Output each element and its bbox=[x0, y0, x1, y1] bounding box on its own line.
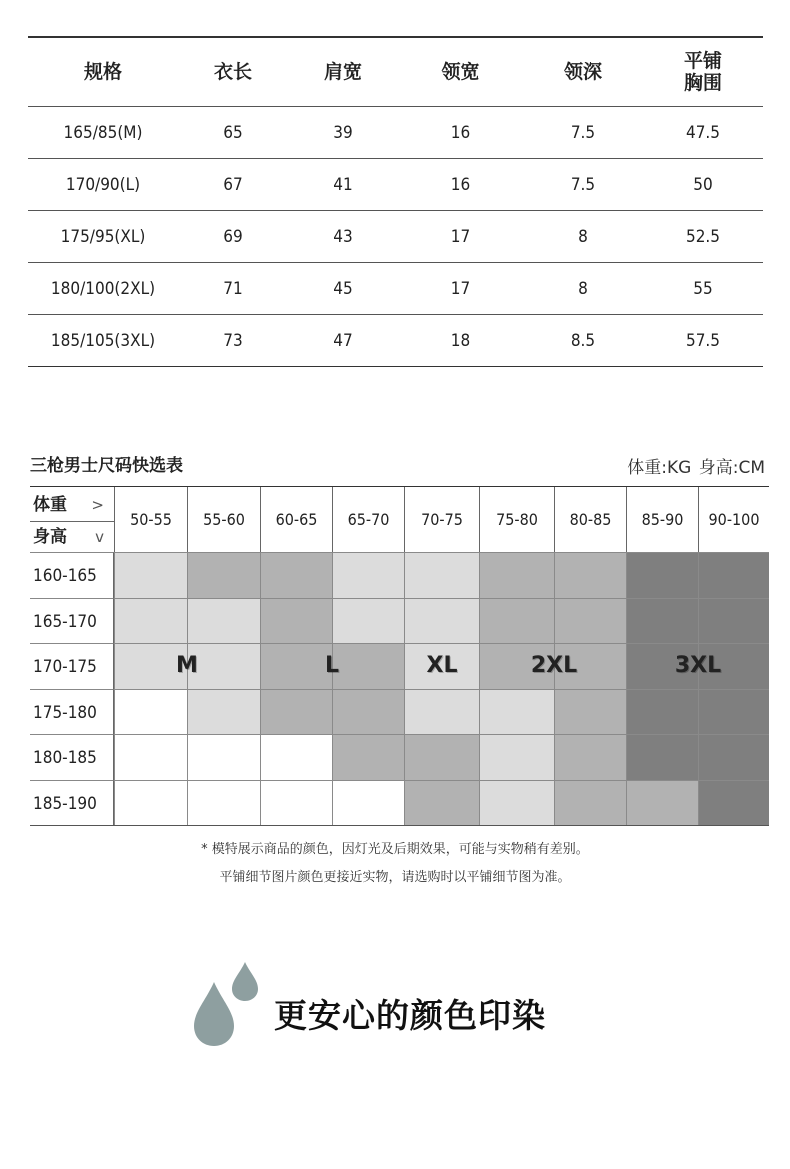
weight-column-header: 90-100 bbox=[698, 487, 769, 552]
size-table-cell: 65 bbox=[178, 107, 288, 159]
size-grid-cell bbox=[479, 780, 554, 826]
height-row-header: 165-170 bbox=[30, 598, 114, 644]
corner-weight-label: 体重 bbox=[33, 495, 67, 515]
header-shoulder: 肩宽 bbox=[288, 37, 398, 107]
corner-height-symbol: v bbox=[95, 528, 104, 546]
size-table-row bbox=[28, 159, 763, 211]
size-table-cell: 55 bbox=[643, 263, 763, 315]
height-row-header: 160-165 bbox=[30, 552, 114, 598]
size-grid-cell bbox=[554, 689, 626, 735]
size-grid-cell bbox=[260, 734, 332, 780]
water-drops-icon bbox=[190, 960, 266, 1050]
size-table-cell: 180/100(2XL) bbox=[28, 263, 178, 315]
size-table-cell: 17 bbox=[398, 263, 523, 315]
weight-column-header: 80-85 bbox=[554, 487, 626, 552]
weight-column-header: 50-55 bbox=[114, 487, 187, 552]
size-table-cell: 71 bbox=[178, 263, 288, 315]
disclaimer-note-1: * 模特展示商品的颜色，因灯光及后期效果，可能与实物稍有差别。 bbox=[201, 842, 589, 857]
header-chest bbox=[643, 37, 763, 107]
size-table-cell: 185/105(3XL) bbox=[28, 315, 178, 367]
size-grid-cell bbox=[479, 598, 554, 644]
header-neck-width: 领宽 bbox=[398, 37, 523, 107]
size-table-cell: 18 bbox=[398, 315, 523, 367]
header-length: 衣长 bbox=[178, 37, 288, 107]
size-grid-cell bbox=[626, 552, 698, 598]
size-grid-cell bbox=[554, 780, 626, 826]
size-grid-cell bbox=[187, 780, 260, 826]
size-grid-cell bbox=[114, 689, 187, 735]
size-table-cell: 39 bbox=[288, 107, 398, 159]
small-drop-icon bbox=[232, 962, 258, 1001]
size-table-header-row bbox=[28, 37, 763, 107]
size-table-cell: 41 bbox=[288, 159, 398, 211]
header-chest-line1: 平铺 bbox=[683, 50, 722, 72]
corner-weight-symbol: > bbox=[91, 496, 104, 514]
size-grid-cell bbox=[187, 734, 260, 780]
size-grid-cell bbox=[404, 598, 479, 644]
size-table-cell: 67 bbox=[178, 159, 288, 211]
size-grid-cell bbox=[698, 598, 769, 644]
height-row-header: 175-180 bbox=[30, 689, 114, 735]
size-zone-label: XL bbox=[426, 653, 458, 678]
size-grid-cell bbox=[332, 643, 404, 689]
size-grid-cell bbox=[404, 689, 479, 735]
weight-column-header: 85-90 bbox=[626, 487, 698, 552]
size-table-row bbox=[28, 315, 763, 367]
size-grid-cell bbox=[554, 552, 626, 598]
size-grid-cell bbox=[626, 780, 698, 826]
height-unit: 身高:CM bbox=[698, 458, 765, 478]
size-table-cell: 7.5 bbox=[523, 107, 643, 159]
size-table-cell: 47 bbox=[288, 315, 398, 367]
size-table-cell: 16 bbox=[398, 159, 523, 211]
size-grid-cell bbox=[114, 734, 187, 780]
header-chest-line2: 胸围 bbox=[683, 72, 722, 94]
size-grid-cell bbox=[187, 689, 260, 735]
size-grid-cell bbox=[332, 734, 404, 780]
size-grid-cell bbox=[404, 780, 479, 826]
weight-column-header: 70-75 bbox=[404, 487, 479, 552]
quick-chart-title: 三枪男士尺码快选表 bbox=[30, 456, 183, 476]
weight-unit: 体重:KG bbox=[627, 458, 692, 478]
weight-column-header: 75-80 bbox=[479, 487, 554, 552]
size-grid-cell bbox=[698, 552, 769, 598]
size-table-cell: 17 bbox=[398, 211, 523, 263]
size-grid-cell bbox=[554, 598, 626, 644]
size-grid-cell bbox=[554, 734, 626, 780]
size-table-row bbox=[28, 263, 763, 315]
size-table-cell: 170/90(L) bbox=[28, 159, 178, 211]
size-grid-cell bbox=[260, 780, 332, 826]
size-table-cell: 175/95(XL) bbox=[28, 211, 178, 263]
size-grid-cell bbox=[404, 734, 479, 780]
size-table-cell: 57.5 bbox=[643, 315, 763, 367]
weight-column-header: 55-60 bbox=[187, 487, 260, 552]
size-table-cell: 69 bbox=[178, 211, 288, 263]
size-spec-table bbox=[28, 36, 763, 367]
disclaimer-note-2: 平铺细节图片颜色更接近实物，请选购时以平铺细节图为准。 bbox=[219, 870, 571, 885]
height-row-header: 170-175 bbox=[30, 643, 114, 689]
size-grid-cell bbox=[187, 552, 260, 598]
size-table-cell: 8 bbox=[523, 263, 643, 315]
size-grid-cell bbox=[332, 780, 404, 826]
size-grid-cell bbox=[332, 689, 404, 735]
quick-chart-units bbox=[625, 453, 765, 478]
feature-heading: 更安心的颜色印染 bbox=[274, 996, 546, 1035]
weight-column-header: 60-65 bbox=[260, 487, 332, 552]
size-grid-cell bbox=[260, 689, 332, 735]
corner-weight bbox=[30, 489, 114, 522]
large-drop-icon bbox=[194, 982, 234, 1046]
size-grid-cell bbox=[626, 734, 698, 780]
size-grid-cell bbox=[332, 552, 404, 598]
size-grid-cell bbox=[260, 643, 332, 689]
size-table-cell: 43 bbox=[288, 211, 398, 263]
size-grid-cell bbox=[260, 552, 332, 598]
size-zone-label: L bbox=[324, 653, 340, 678]
corner-height-label: 身高 bbox=[33, 527, 67, 547]
size-zone-label: M bbox=[176, 653, 198, 678]
size-grid-cell bbox=[479, 734, 554, 780]
size-table-cell: 50 bbox=[643, 159, 763, 211]
size-grid-cell bbox=[114, 552, 187, 598]
grid-corner-header bbox=[30, 487, 115, 552]
size-grid-cell bbox=[479, 689, 554, 735]
size-table-row bbox=[28, 107, 763, 159]
size-table-cell: 47.5 bbox=[643, 107, 763, 159]
size-table-cell: 7.5 bbox=[523, 159, 643, 211]
size-grid-cell bbox=[698, 734, 769, 780]
size-table-row bbox=[28, 211, 763, 263]
size-grid-cell bbox=[114, 780, 187, 826]
size-zone-label: 2XL bbox=[530, 653, 578, 678]
size-quick-grid bbox=[30, 486, 769, 826]
header-neck-depth: 领深 bbox=[523, 37, 643, 107]
weight-column-header: 65-70 bbox=[332, 487, 404, 552]
size-zone-label: 3XL bbox=[674, 653, 722, 678]
size-grid-cell bbox=[404, 552, 479, 598]
size-grid-cell bbox=[698, 780, 769, 826]
size-table-cell: 52.5 bbox=[643, 211, 763, 263]
size-table-cell: 8.5 bbox=[523, 315, 643, 367]
size-grid-cell bbox=[626, 598, 698, 644]
corner-height bbox=[30, 521, 114, 553]
size-table-cell: 165/85(M) bbox=[28, 107, 178, 159]
size-grid-cell bbox=[332, 598, 404, 644]
size-table-cell: 45 bbox=[288, 263, 398, 315]
size-table-body bbox=[28, 107, 763, 367]
size-grid-cell bbox=[479, 552, 554, 598]
size-grid-cell bbox=[114, 598, 187, 644]
height-row-header: 185-190 bbox=[30, 780, 114, 826]
header-spec: 规格 bbox=[28, 37, 178, 107]
size-table-cell: 73 bbox=[178, 315, 288, 367]
size-grid-cell bbox=[626, 689, 698, 735]
height-row-header: 180-185 bbox=[30, 734, 114, 780]
size-grid-cell bbox=[698, 689, 769, 735]
size-table-cell: 16 bbox=[398, 107, 523, 159]
size-grid-cell bbox=[260, 598, 332, 644]
size-table-cell: 8 bbox=[523, 211, 643, 263]
size-grid-cell bbox=[187, 598, 260, 644]
